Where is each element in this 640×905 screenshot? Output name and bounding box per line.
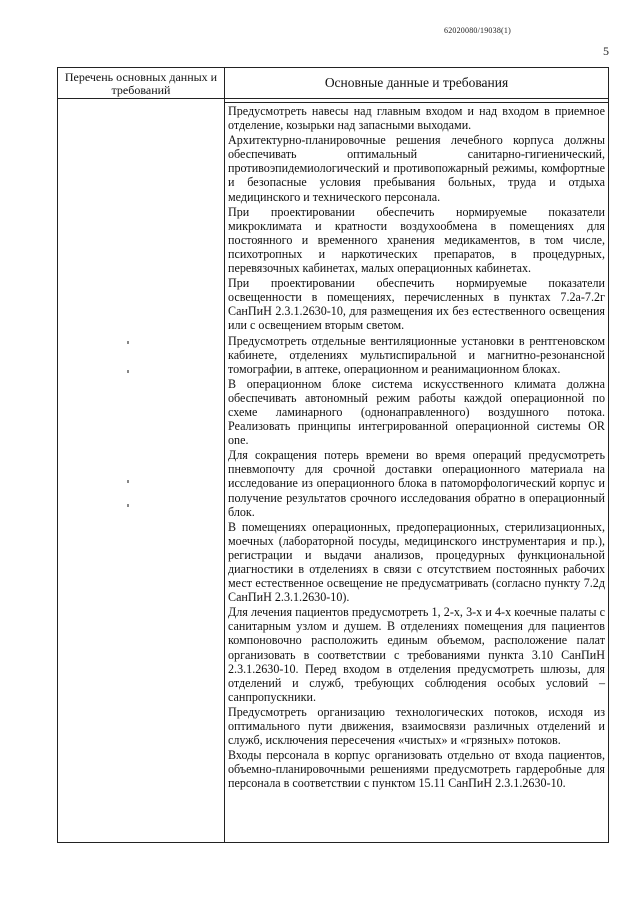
scan-mark <box>127 341 129 344</box>
requirement-paragraph: Для лечения пациентов предусмотреть 1, 2-х, 3-х и 4-х коечные палаты с санитарным узлом и душем. В отделениях помещения для пациентов компоновочно расположить единым объемом, расположение палат организовать в соответствии с требованиями пункта 3.10 СанПиН 2.3.1.2630-10. Перед входом в отделения предусмотреть шлюзы, для отделений и служб, требующих соблюдения особых условий – санпропускники. <box>228 605 605 704</box>
requirements-text <box>228 104 605 791</box>
document-number: 62020080/19038(1) <box>444 26 511 35</box>
requirement-paragraph: В операционном блоке система искусственного климата должна обеспечивать автономный режим работы каждой операционной по схеме ламинарного (однонаправленного) воздушного потока. Реализовать принципы интегрированной операционной системы OR one. <box>228 376 605 448</box>
scan-mark <box>127 370 129 373</box>
scan-mark <box>127 504 129 507</box>
requirement-paragraph: Архитектурно-планировочные решения лечебного корпуса должны обеспечивать оптимальный санитарно-гигиенический, противоэпидемиологический и противопожарный режимы, комфортные и безопасные условия пребывания больных, труда и отдыха медицинского и технического персонала. <box>228 133 605 204</box>
requirement-paragraph: При проектировании обеспечить нормируемые показатели освещенности в помещениях, перечисленных в пунктах 7.2а-7.2г СанПиН 2.3.1.2630-10, для размещения их без естественного освещения или с освещением вторым светом. <box>228 276 605 333</box>
requirement-paragraph: В помещениях операционных, предоперационных, стерилизационных, моечных (лабораторной посуды, медицинского инструментария и пр.), регистрации и выдачи анализов, процедурных функциональной диагностики в отделениях в связи с отсутствием постоянных рабочих мест естественное освещение не предусматривать (согласно пункту 7.2д СанПиН 2.3.1.2630-10). <box>228 519 605 605</box>
requirement-paragraph: Предусмотреть навесы над главным входом и над входом в приемное отделение, козырьки над запасными выходами. <box>228 104 605 133</box>
requirement-paragraph: Предусмотреть отдельные вентиляционные установки в рентгеновском кабинете, отделениях мультиспиральной и магнитно-резонансной томографии, в аптеке, операционном и реанимационном блоках. <box>228 333 605 376</box>
requirement-paragraph: Для сокращения потерь времени во время операций предусмотреть пневмопочту для срочной доставки операционного материала на исследование из операционного блока в патоморфологический корпус и получение результатов срочного исследования обратно в операционный блок. <box>228 448 605 519</box>
column-header-requirements: Основные данные и требования <box>324 75 509 90</box>
column-header-list: Перечень основных данных и требований <box>64 70 218 97</box>
requirement-paragraph: Входы персонала в корпус организовать отдельно от входа пациентов, объемно-планировочными решениями предусмотреть гардеробные для персонала в соответствии с пунктом 15.11 СанПиН 2.3.1.2630-10. <box>228 748 605 791</box>
page-number: 5 <box>603 44 609 58</box>
column-divider <box>224 68 225 842</box>
header-divider <box>58 98 608 99</box>
requirements-table <box>57 67 609 843</box>
requirement-paragraph: Предусмотреть организацию технологических потоков, исходя из оптимального пути движения, взаимосвязи различных отделений и служб, исключения пересечения «чистых» и «грязных» потоков. <box>228 704 605 748</box>
requirement-paragraph: При проектировании обеспечить нормируемые показатели микроклимата и кратности воздухообмена в помещениях для постоянного и временного хранения медикаментов, в том числе, психотропных и наркотических препаратов, в процедурных, перевязочных кабинетах, малых операционных кабинетах. <box>228 204 605 276</box>
scan-mark <box>127 480 129 483</box>
header-divider-double <box>224 102 608 103</box>
